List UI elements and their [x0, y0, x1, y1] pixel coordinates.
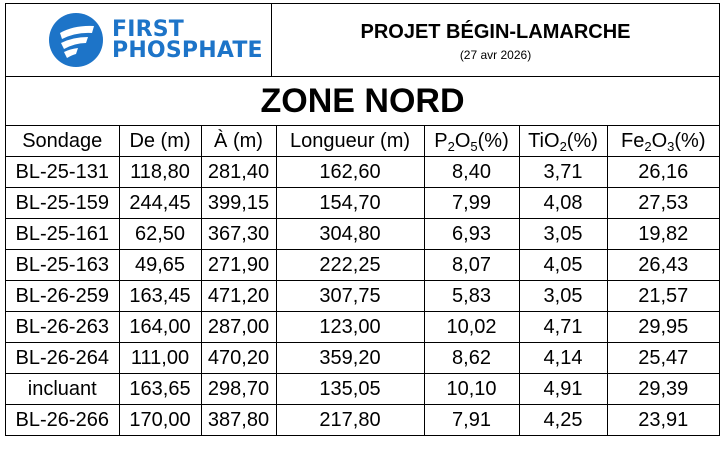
table-row — [6, 405, 719, 436]
cell-sondage: BL-25-159 — [6, 188, 119, 219]
cell-fe2o3: 26,16 — [607, 157, 719, 188]
cell-sondage: BL-26-266 — [6, 405, 119, 436]
fe2o3-sub2: 3 — [667, 138, 675, 154]
cell-de: 163,45 — [119, 281, 201, 312]
cell-tio2: 3,05 — [519, 219, 607, 250]
cell-p2o5: 5,83 — [424, 281, 519, 312]
col-header-fe2o3 — [607, 126, 719, 157]
cell-fe2o3: 25,47 — [607, 343, 719, 374]
cell-p2o5: 7,91 — [424, 405, 519, 436]
cell-de: 244,45 — [119, 188, 201, 219]
cell-sondage: incluant — [6, 374, 119, 405]
cell-a: 287,00 — [201, 312, 276, 343]
cell-de: 163,65 — [119, 374, 201, 405]
p2o5-sub1: 2 — [447, 138, 455, 154]
cell-a: 271,90 — [201, 250, 276, 281]
cell-a: 367,30 — [201, 219, 276, 250]
cell-p2o5: 8,40 — [424, 157, 519, 188]
cell-tio2: 4,08 — [519, 188, 607, 219]
cell-a: 387,80 — [201, 405, 276, 436]
p2o5-unit: (%) — [477, 129, 509, 152]
cell-a: 471,20 — [201, 281, 276, 312]
table-row — [6, 312, 719, 343]
project-date: (27 avr 2026) — [459, 47, 532, 62]
table-row — [6, 281, 719, 312]
cell-de: 170,00 — [119, 405, 201, 436]
cell-longueur: 154,70 — [276, 188, 424, 219]
cell-fe2o3: 21,57 — [607, 281, 719, 312]
cell-p2o5: 10,02 — [424, 312, 519, 343]
cell-longueur: 307,75 — [276, 281, 424, 312]
cell-fe2o3: 19,82 — [607, 219, 719, 250]
table-row — [6, 188, 719, 219]
drill-results-table — [6, 126, 719, 436]
cell-sondage: BL-25-163 — [6, 250, 119, 281]
tio2-unit: (%) — [566, 129, 598, 152]
cell-tio2: 3,71 — [519, 157, 607, 188]
col-header-a: À (m) — [201, 126, 276, 157]
col-header-p2o5 — [424, 126, 519, 157]
cell-longueur: 135,05 — [276, 374, 424, 405]
col-header-longueur: Longueur (m) — [276, 126, 424, 157]
cell-p2o5: 7,99 — [424, 188, 519, 219]
col-header-tio2 — [519, 126, 607, 157]
cell-fe2o3: 23,91 — [607, 405, 719, 436]
table-row — [6, 374, 719, 405]
p2o5-o: O — [454, 129, 471, 152]
cell-tio2: 3,05 — [519, 281, 607, 312]
tio2-t: TiO — [528, 129, 560, 152]
cell-de: 49,65 — [119, 250, 201, 281]
cell-tio2: 4,05 — [519, 250, 607, 281]
tio2-sub1: 2 — [559, 138, 567, 154]
cell-p2o5: 8,62 — [424, 343, 519, 374]
cell-longueur: 222,25 — [276, 250, 424, 281]
cell-tio2: 4,71 — [519, 312, 607, 343]
fe2o3-unit: (%) — [674, 129, 706, 152]
cell-sondage: BL-26-264 — [6, 343, 119, 374]
cell-de: 118,80 — [119, 157, 201, 188]
logo-line-2: PHOSPHATE — [112, 38, 263, 63]
cell-p2o5: 8,07 — [424, 250, 519, 281]
cell-a: 470,20 — [201, 343, 276, 374]
logo-line-1: FIRST — [112, 17, 185, 42]
cell-fe2o3: 29,39 — [607, 374, 719, 405]
cell-sondage: BL-25-161 — [6, 219, 119, 250]
cell-a: 298,70 — [201, 374, 276, 405]
first-phosphate-logo-icon — [48, 12, 104, 68]
cell-longueur: 162,60 — [276, 157, 424, 188]
cell-longueur: 359,20 — [276, 343, 424, 374]
table-row — [6, 250, 719, 281]
fe2o3-f: Fe — [621, 129, 645, 152]
cell-p2o5: 6,93 — [424, 219, 519, 250]
cell-tio2: 4,25 — [519, 405, 607, 436]
table-header-row — [6, 126, 719, 157]
cell-sondage: BL-25-131 — [6, 157, 119, 188]
header — [6, 4, 719, 77]
cell-a: 281,40 — [201, 157, 276, 188]
cell-fe2o3: 26,43 — [607, 250, 719, 281]
cell-fe2o3: 29,95 — [607, 312, 719, 343]
cell-sondage: BL-26-263 — [6, 312, 119, 343]
cell-longueur: 217,80 — [276, 405, 424, 436]
results-sheet — [5, 3, 720, 436]
cell-de: 164,00 — [119, 312, 201, 343]
zone-title: ZONE NORD — [6, 77, 719, 126]
cell-p2o5: 10,10 — [424, 374, 519, 405]
fe2o3-o: O — [651, 129, 668, 152]
fe2o3-sub1: 2 — [644, 138, 652, 154]
col-header-sondage: Sondage — [6, 126, 119, 157]
cell-tio2: 4,14 — [519, 343, 607, 374]
cell-de: 62,50 — [119, 219, 201, 250]
table-row — [6, 157, 719, 188]
cell-fe2o3: 27,53 — [607, 188, 719, 219]
p2o5-p: P — [434, 129, 448, 152]
cell-sondage: BL-26-259 — [6, 281, 119, 312]
table-row — [6, 219, 719, 250]
project-info — [272, 4, 719, 76]
cell-longueur: 123,00 — [276, 312, 424, 343]
col-header-de: De (m) — [119, 126, 201, 157]
cell-longueur: 304,80 — [276, 219, 424, 250]
cell-tio2: 4,91 — [519, 374, 607, 405]
project-title: PROJET BÉGIN-LAMARCHE — [360, 20, 631, 43]
cell-de: 111,00 — [119, 343, 201, 374]
p2o5-sub2: 5 — [470, 138, 478, 154]
logo — [6, 4, 272, 76]
cell-a: 399,15 — [201, 188, 276, 219]
table-row — [6, 343, 719, 374]
